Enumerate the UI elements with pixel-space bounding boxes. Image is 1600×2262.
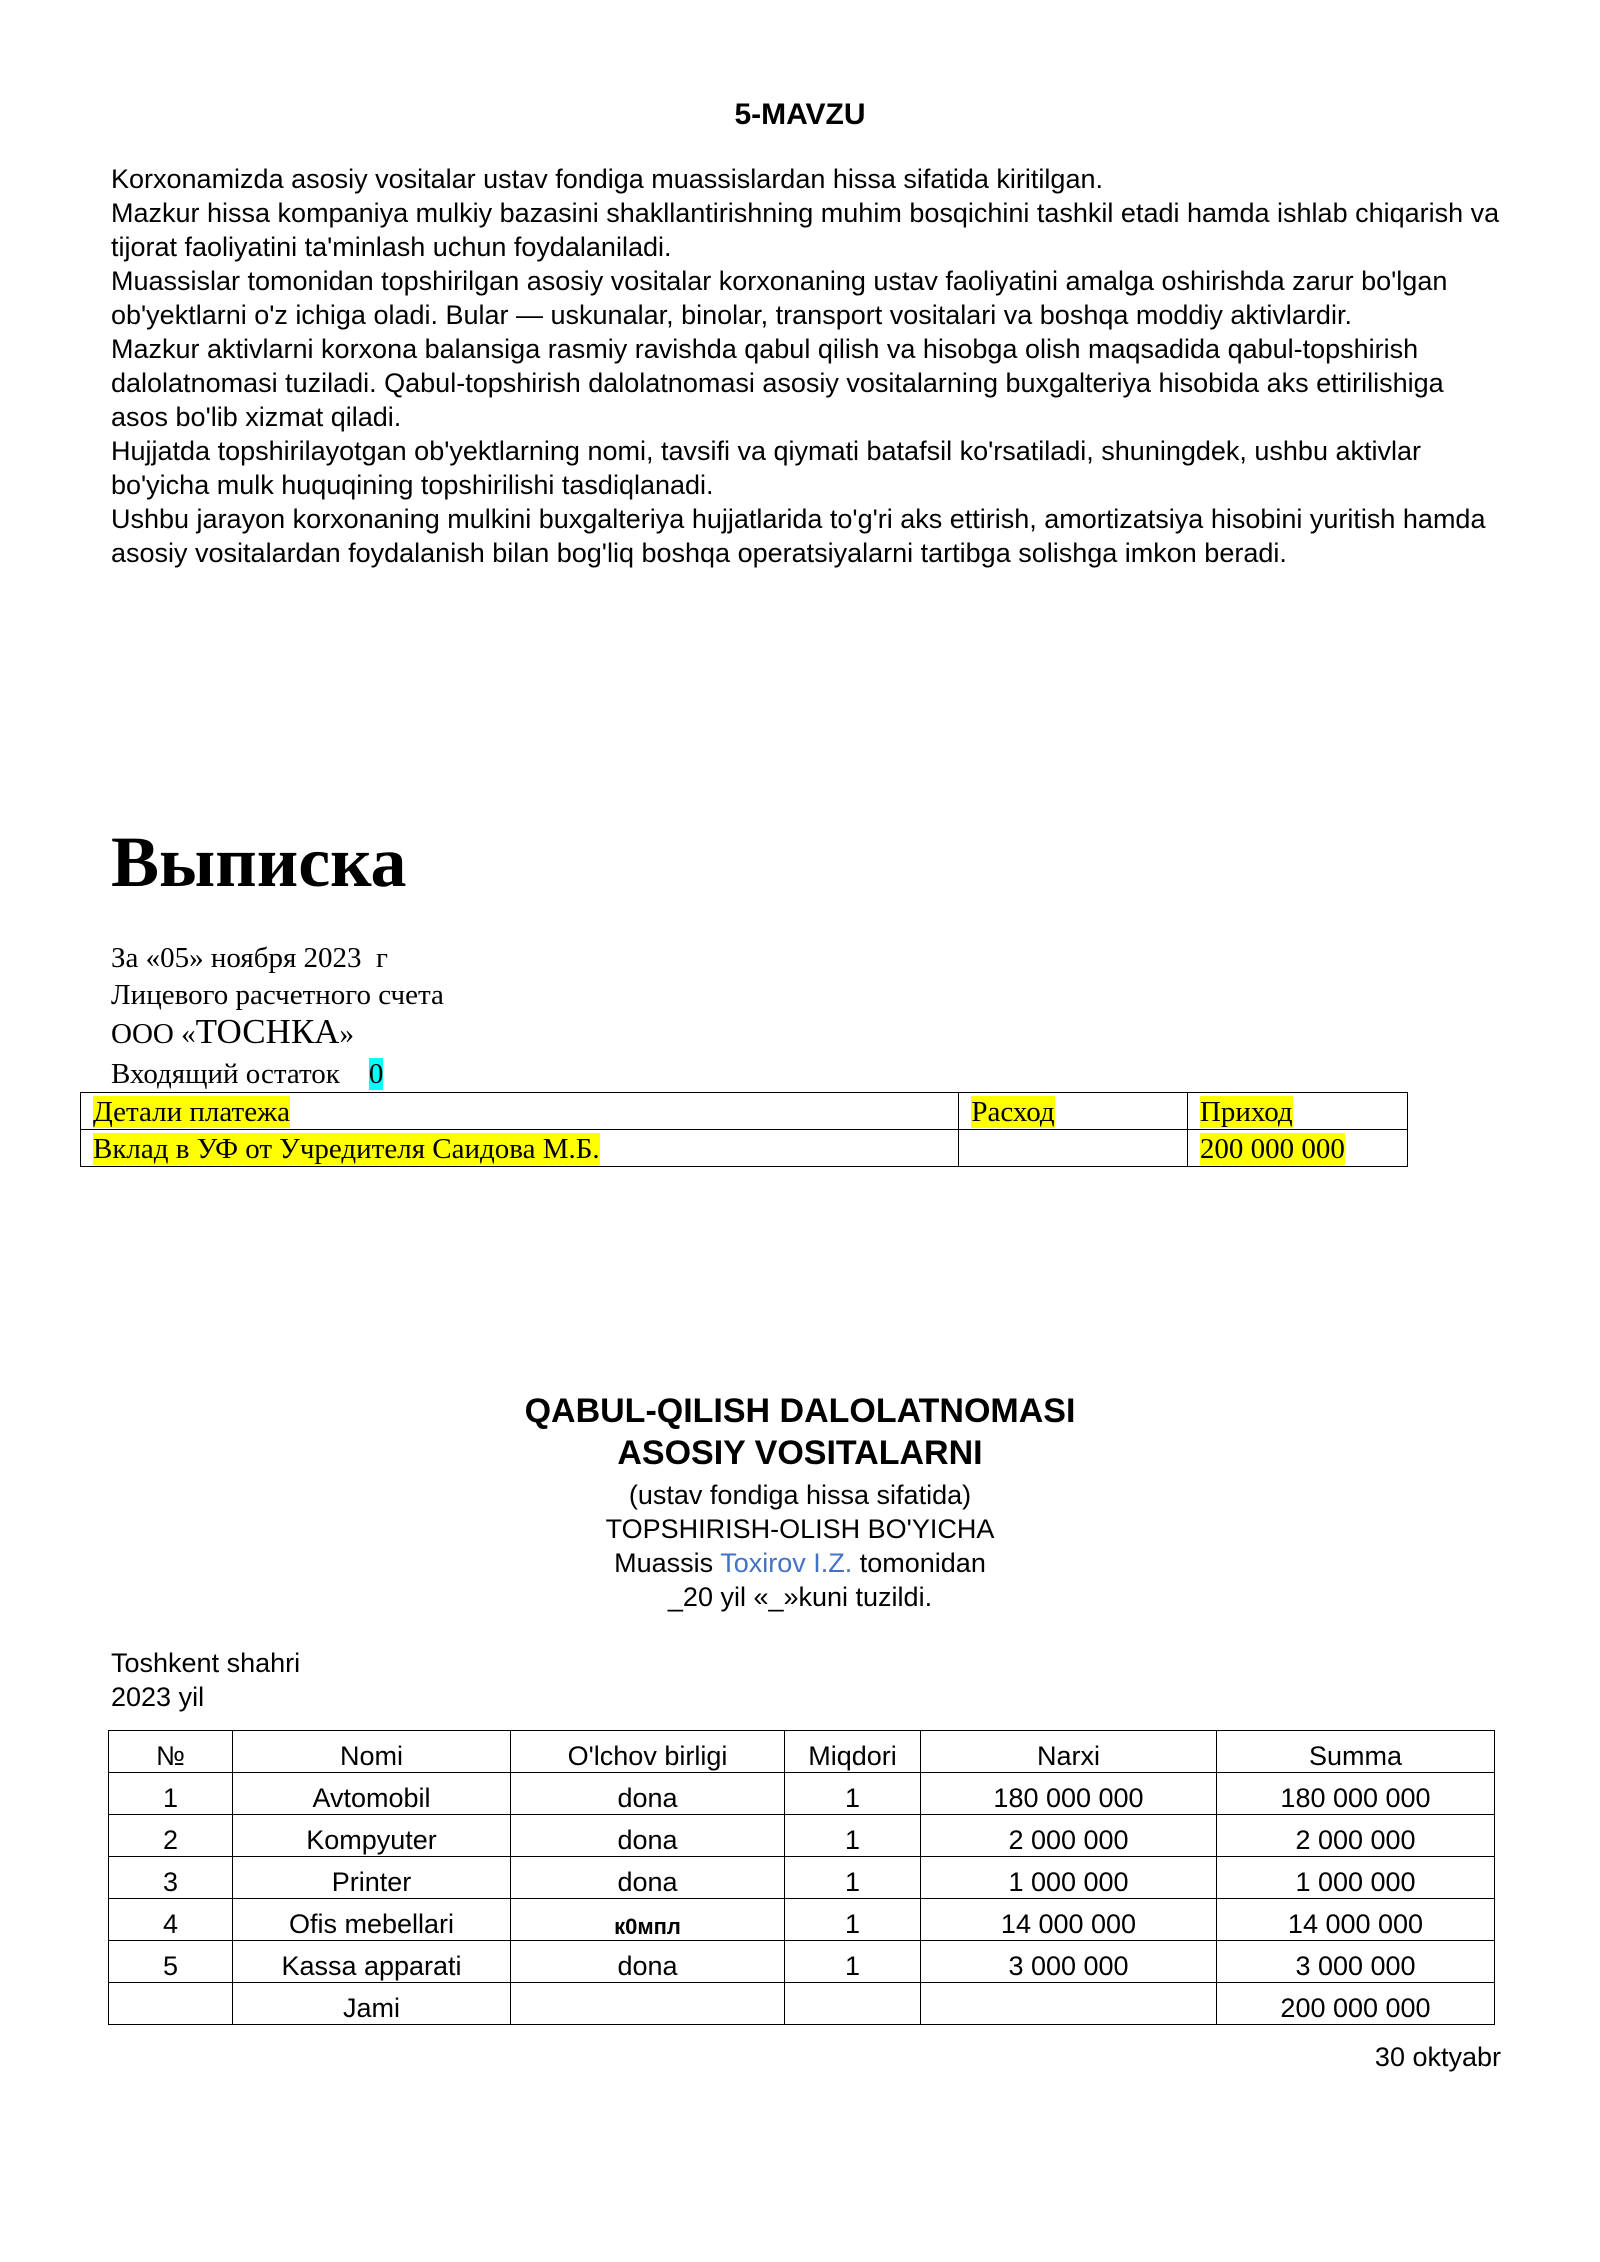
row-unit: dona <box>511 1815 785 1857</box>
act-year: 2023 yil <box>111 1682 205 1712</box>
company-suffix: » <box>339 1018 354 1050</box>
intro-paragraph: Mazkur hissa kompaniya mulkiy bazasini shakllantirishning muhim bosqichini tashkil etadi hamda ishlab chiqarish va tijorat faoliyatini ta'minlash uchun foydalaniladi. <box>111 198 1500 262</box>
table-header-row <box>81 1093 1408 1130</box>
statement-account-line: Лицевого расчетного счета <box>111 979 444 1011</box>
founder-suffix: tomonidan <box>859 1548 986 1578</box>
total-empty-cell <box>511 1983 785 2025</box>
header-cell <box>81 1093 959 1130</box>
total-label: Jami <box>233 1983 511 2025</box>
row-sum: 180 000 000 <box>1217 1773 1495 1815</box>
act-founder-line <box>0 1548 1600 1579</box>
row-quantity: 1 <box>785 1941 921 1983</box>
payment-table <box>80 1092 1408 1167</box>
header-name: Nomi <box>233 1731 511 1773</box>
topic-title: 5-MAVZU <box>734 98 866 131</box>
intro-paragraph: Muassislar tomonidan topshirilgan asosiy vositalar korxonaning ustav faoliyatini amalga oshirishda zarur bo'lgan ob'yektlarni o'z ichiga oladi. Bular — uskunalar, binolar, transport vositalari va boshqa moddiy aktivlardir. <box>111 266 1448 330</box>
table-row <box>109 1815 1495 1857</box>
row-name: Kompyuter <box>233 1815 511 1857</box>
intro-text <box>111 162 1501 570</box>
table-cell <box>81 1130 959 1167</box>
date-note: 30 oktyabr <box>1374 2042 1501 2072</box>
row-number: 2 <box>109 1815 233 1857</box>
opening-balance-label: Входящий остаток <box>111 1058 340 1090</box>
table-row <box>109 1941 1495 1983</box>
header-cell <box>1187 1093 1407 1130</box>
table-row <box>109 1773 1495 1815</box>
total-row <box>109 1983 1495 2025</box>
row-name: Avtomobil <box>233 1773 511 1815</box>
row-price: 1 000 000 <box>921 1857 1217 1899</box>
row-name: Ofis mebellari <box>233 1899 511 1941</box>
total-empty-cell <box>921 1983 1217 2025</box>
statement-company <box>111 1014 354 1052</box>
row-price: 2 000 000 <box>921 1815 1217 1857</box>
founder-name: Toxirov I.Z. <box>720 1548 853 1578</box>
row-sum: 2 000 000 <box>1217 1815 1495 1857</box>
header-payment-details: Детали платежа <box>93 1096 290 1128</box>
statement-date: За «05» ноября 2023 г <box>111 942 388 974</box>
row-sum: 14 000 000 <box>1217 1899 1495 1941</box>
row-unit: dona <box>511 1941 785 1983</box>
total-empty-cell <box>785 1983 921 2025</box>
header-unit: O'lchov birligi <box>511 1731 785 1773</box>
row-unit: dona <box>511 1773 785 1815</box>
row-quantity: 1 <box>785 1773 921 1815</box>
table-cell <box>1187 1130 1407 1167</box>
row-quantity: 1 <box>785 1815 921 1857</box>
intro-paragraph: Ushbu jarayon korxonaning mulkini buxgalteriya hujjatlarida to'g'ri aks ettirish, amortizatsiya hisobini yuritish hamda asosiy vositalardan foydalanish bilan bog'liq boshqa operatsiyalarni tartibga solishga imkon beradi. <box>111 504 1486 568</box>
header-quantity: Miqdori <box>785 1731 921 1773</box>
assets-table <box>108 1730 1495 2025</box>
row-unit: dona <box>511 1857 785 1899</box>
act-date-line: _20 yil «_»kuni tuzildi. <box>667 1582 933 1612</box>
table-cell <box>959 1130 1188 1167</box>
row-number: 1 <box>109 1773 233 1815</box>
company-prefix: ООО « <box>111 1018 196 1050</box>
act-city: Toshkent shahri <box>111 1648 301 1678</box>
row-quantity: 1 <box>785 1857 921 1899</box>
row-quantity: 1 <box>785 1899 921 1941</box>
row-price: 14 000 000 <box>921 1899 1217 1941</box>
table-row <box>81 1130 1408 1167</box>
header-price: Narxi <box>921 1731 1217 1773</box>
act-subtitle: (ustav fondiga hissa sifatida) <box>628 1480 972 1510</box>
act-title-line1: QABUL-QILISH DALOLATNOMASI <box>524 1392 1076 1430</box>
payment-income: 200 000 000 <box>1199 1133 1345 1165</box>
row-sum: 1 000 000 <box>1217 1857 1495 1899</box>
company-name: ТОСНКА <box>195 1012 340 1051</box>
act-subtitle2: TOPSHIRISH-OLISH BO'YICHA <box>605 1514 995 1544</box>
row-name: Kassa apparati <box>233 1941 511 1983</box>
row-number: 5 <box>109 1941 233 1983</box>
total-value: 200 000 000 <box>1217 1983 1495 2025</box>
row-price: 3 000 000 <box>921 1941 1217 1983</box>
header-number: № <box>109 1731 233 1773</box>
table-header-row <box>109 1731 1495 1773</box>
intro-paragraph: Mazkur aktivlarni korxona balansiga rasmiy ravishda qabul qilish va hisobga olish maqsadida qabul-topshirish dalolatnomasi tuziladi. Qabul-topshirish dalolatnomasi asosiy vositalarning buxgalteriya hisobida aks ettirilishiga asos bo'lib xizmat qiladi. <box>111 334 1444 432</box>
row-unit: к0мпл <box>511 1899 785 1941</box>
intro-paragraph: Korxonamizda asosiy vositalar ustav fondiga muassislardan hissa sifatida kiritilgan. <box>111 164 1103 194</box>
founder-prefix: Muassis <box>614 1548 714 1578</box>
opening-balance <box>111 1056 383 1092</box>
intro-paragraph: Hujjatda topshirilayotgan ob'yektlarning nomi, tavsifi va qiymati batafsil ko'rsatiladi, shuningdek, ushbu aktivlar bo'yicha mulk huquqining topshirilishi tasdiqlanadi. <box>111 436 1421 500</box>
row-price: 180 000 000 <box>921 1773 1217 1815</box>
statement-title: Выписка <box>111 822 407 902</box>
act-title-line2: ASOSIY VOSITALARNI <box>617 1434 983 1472</box>
table-row <box>109 1899 1495 1941</box>
header-sum: Summa <box>1217 1731 1495 1773</box>
row-name: Printer <box>233 1857 511 1899</box>
opening-balance-value: 0 <box>368 1058 384 1090</box>
payment-description: Вклад в УФ от Учредителя Саидова М.Б. <box>93 1133 600 1165</box>
row-sum: 3 000 000 <box>1217 1941 1495 1983</box>
table-row <box>109 1857 1495 1899</box>
total-empty-cell <box>109 1983 233 2025</box>
header-expense: Расход <box>971 1096 1055 1128</box>
header-cell <box>959 1093 1188 1130</box>
row-number: 3 <box>109 1857 233 1899</box>
header-income: Приход <box>1199 1096 1293 1128</box>
row-number: 4 <box>109 1899 233 1941</box>
